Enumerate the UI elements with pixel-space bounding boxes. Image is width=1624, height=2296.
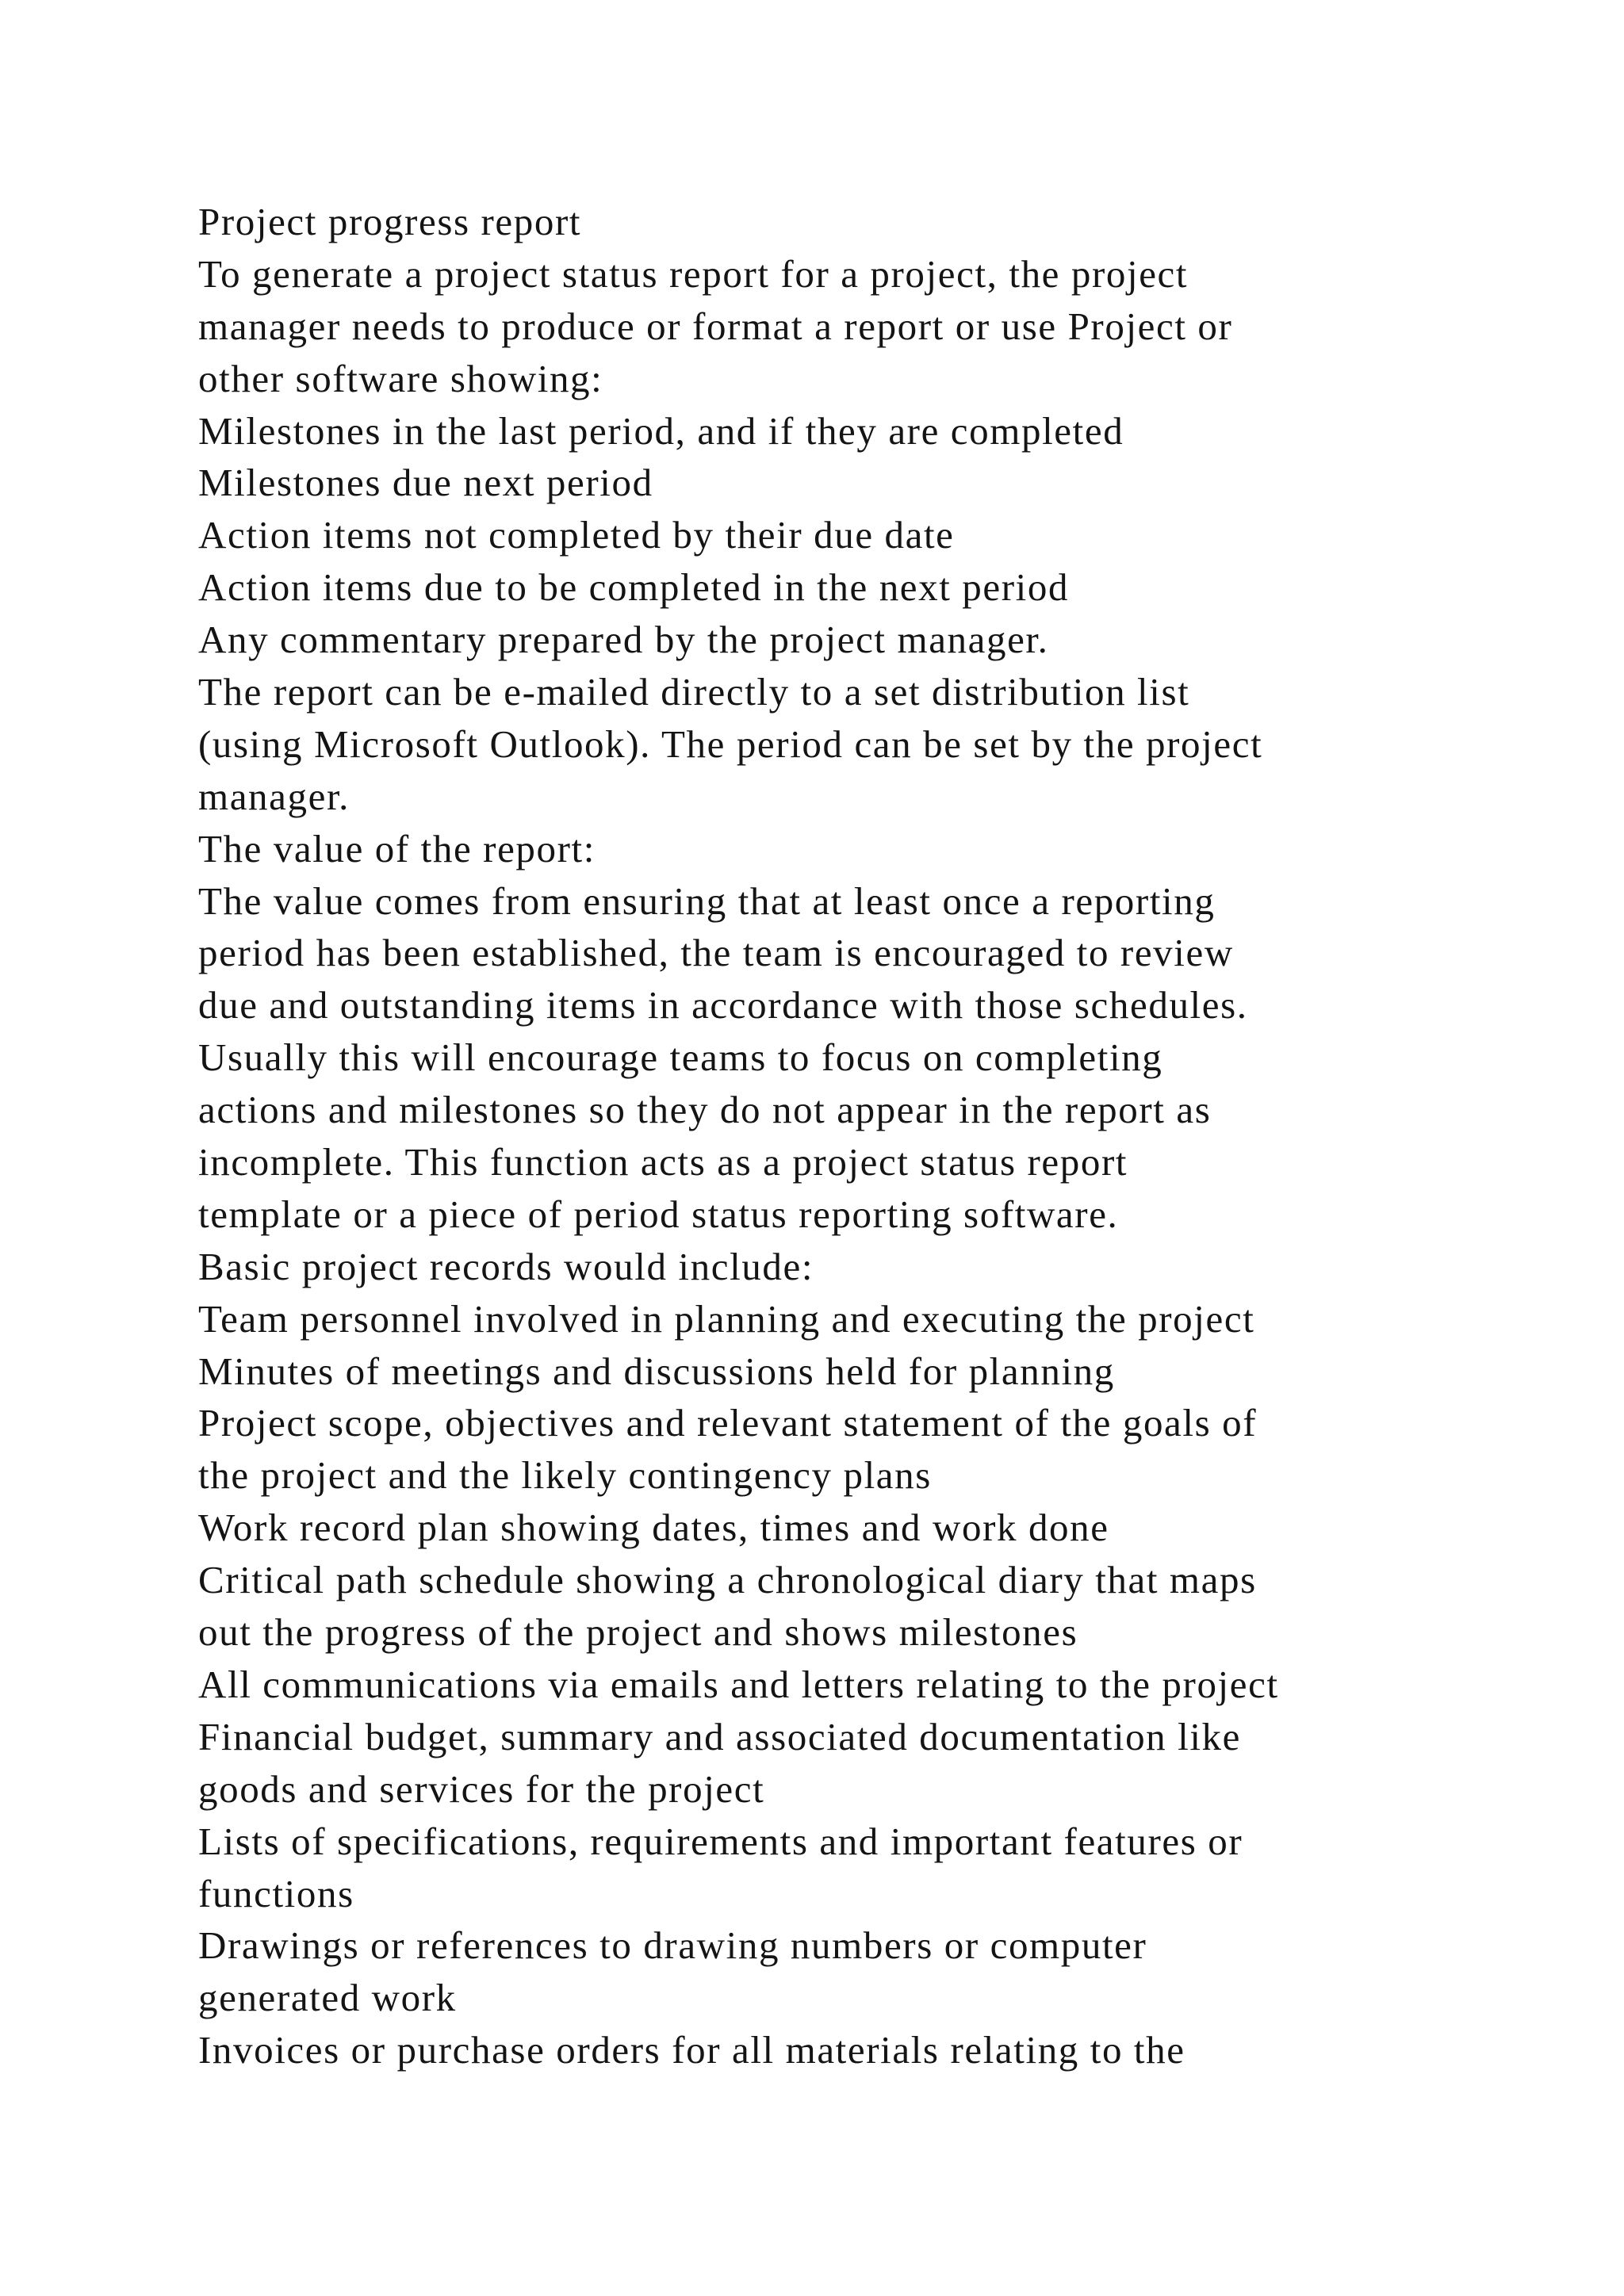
text-line: Any commentary prepared by the project manager. bbox=[198, 618, 1049, 662]
text-line: template or a piece of period status reporting software. bbox=[198, 1192, 1119, 1236]
text-line: Action items due to be completed in the next period bbox=[198, 565, 1070, 610]
section-heading: The value of the report: bbox=[198, 826, 596, 871]
section-heading: Basic project records would include: bbox=[198, 1244, 814, 1288]
text-line: out the progress of the project and shows milestones bbox=[198, 1610, 1078, 1655]
text-line: functions bbox=[198, 1871, 354, 1915]
text-line: Project scope, objectives and relevant statement of the goals of bbox=[198, 1401, 1258, 1445]
text-line: Action items not completed by their due date bbox=[198, 513, 955, 557]
document-body bbox=[198, 196, 1562, 2076]
text-line: Invoices or purchase orders for all materials relating to the bbox=[198, 2028, 1185, 2072]
text-line: period has been established, the team is encouraged to review bbox=[198, 931, 1234, 975]
text-line: generated work bbox=[198, 1976, 457, 2020]
text-line: Team personnel involved in planning and executing the project bbox=[198, 1296, 1255, 1341]
text-line: goods and services for the project bbox=[198, 1766, 765, 1811]
text-line: Critical path schedule showing a chronological diary that maps bbox=[198, 1558, 1257, 1602]
text-line: Milestones due next period bbox=[198, 461, 653, 505]
text-line: Milestones in the last period, and if they are completed bbox=[198, 408, 1124, 453]
text-line: Usually this will encourage teams to focus on completing bbox=[198, 1035, 1163, 1080]
text-line: To generate a project status report for a project, the project bbox=[198, 251, 1189, 296]
text-line: Financial budget, summary and associated documentation like bbox=[198, 1714, 1241, 1758]
text-line: All communications via emails and letters relating to the project bbox=[198, 1662, 1279, 1706]
text-line: Drawings or references to drawing numbers or computer bbox=[198, 1923, 1147, 1968]
text-line: incomplete. This function acts as a project status report bbox=[198, 1140, 1128, 1184]
text-line: The report can be e-mailed directly to a set distribution list bbox=[198, 670, 1190, 714]
text-line: Minutes of meetings and discussions held for planning bbox=[198, 1349, 1115, 1393]
document-title: Project progress report bbox=[198, 200, 582, 243]
text-line: The value comes from ensuring that at least once a reporting bbox=[198, 878, 1216, 923]
text-line: the project and the likely contingency plans bbox=[198, 1453, 932, 1498]
text-line: Work record plan showing dates, times and work done bbox=[198, 1506, 1109, 1550]
text-line: manager needs to produce or format a report or use Project or bbox=[198, 304, 1233, 348]
text-line: (using Microsoft Outlook). The period can be set by the project bbox=[198, 721, 1263, 766]
text-line: other software showing: bbox=[198, 356, 603, 400]
text-line: Lists of specifications, requirements and important features or bbox=[198, 1819, 1243, 1863]
text-line: due and outstanding items in accordance with those schedules. bbox=[198, 983, 1248, 1027]
text-line: actions and milestones so they do not appear in the report as bbox=[198, 1088, 1212, 1132]
text-line: manager. bbox=[198, 774, 350, 818]
